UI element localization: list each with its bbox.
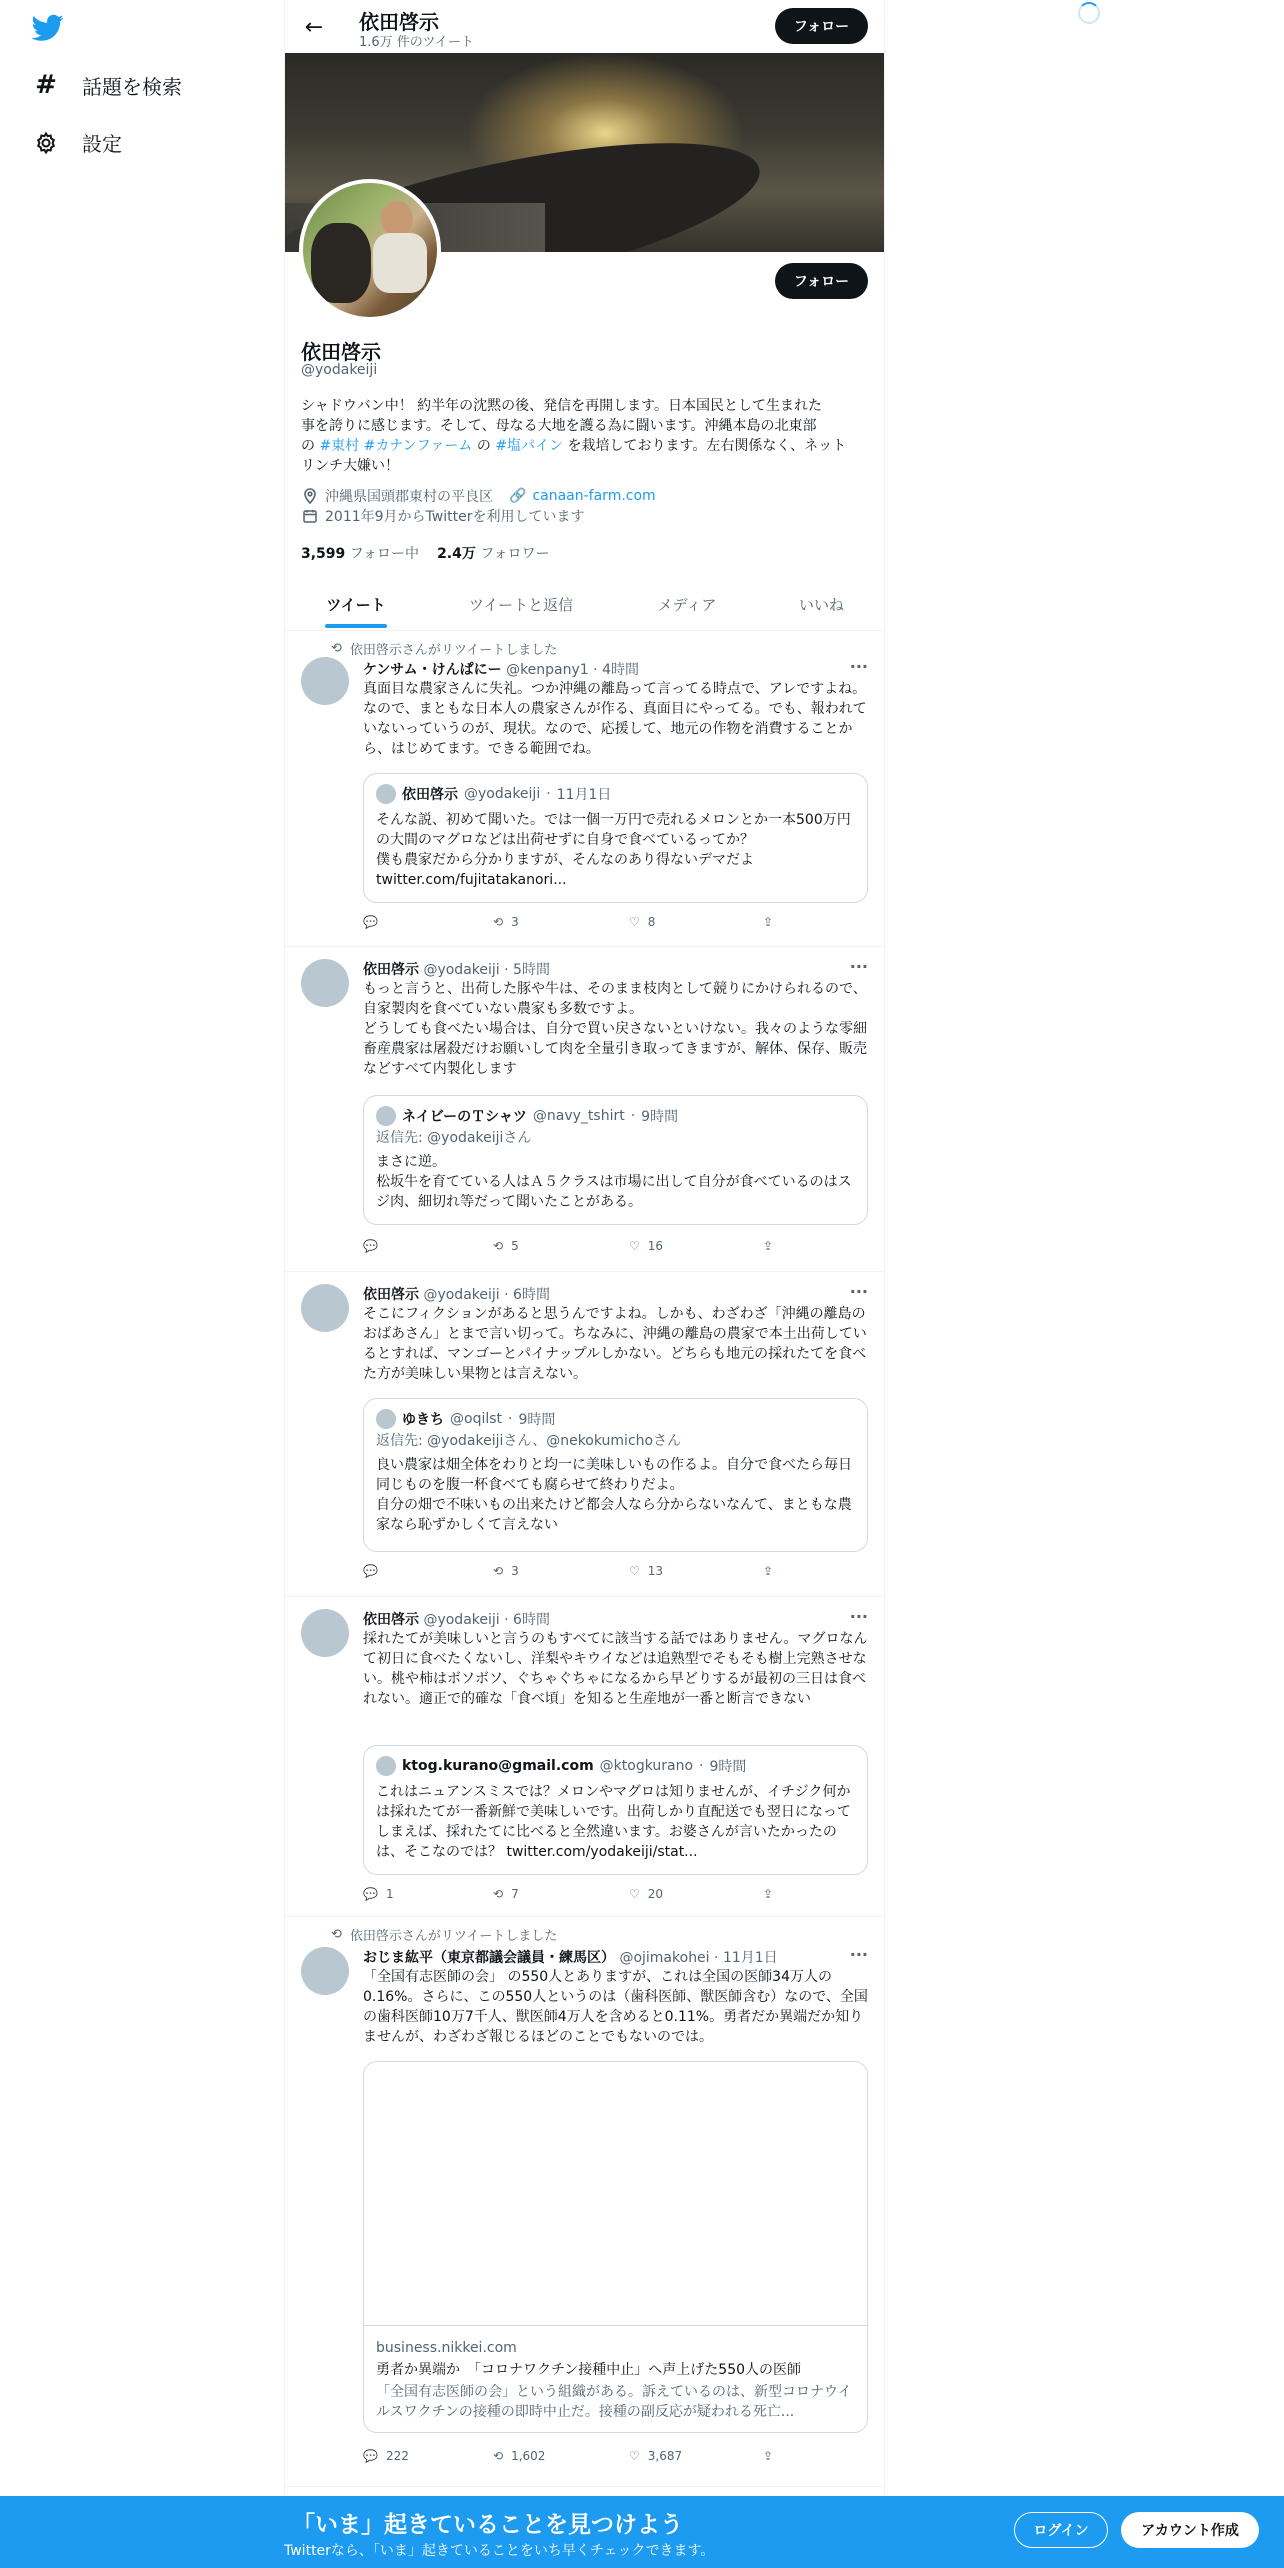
quote-text: これはニュアンスミスでは？メロンやマグロは知りませんが、イチジク何かは採れたてが一番新鮮で美味しいです。出荷しかり直配送でも翌日になってしまえば、採れたてに比べると全然違います。お婆さんが言いたかったのは、そこなのでは？ twitter.com/yodakeiji/stat... bbox=[376, 1784, 851, 1860]
tab-active-indicator bbox=[325, 624, 387, 628]
retweet-count: 7 bbox=[511, 1887, 519, 1901]
share-icon: ⇪ bbox=[763, 1564, 774, 1578]
quote-author-name: 依田啓示 bbox=[402, 787, 458, 803]
author-handle[interactable]: @ojimakohei bbox=[619, 1950, 710, 1966]
quote-reply-to: 返信先: @yodakeijiさん bbox=[376, 1130, 532, 1146]
following-label: フォロー中 bbox=[349, 546, 420, 562]
author-handle[interactable]: @yodakeiji bbox=[423, 962, 500, 978]
reply-count: 222 bbox=[385, 2449, 409, 2463]
tweet-time[interactable]: 5時間 bbox=[513, 962, 550, 978]
more-options-icon[interactable]: ··· bbox=[849, 957, 868, 976]
retweet-label: 依田啓示さんがリツイートしました bbox=[349, 1929, 558, 1944]
reply-icon: 💬 bbox=[363, 2449, 378, 2463]
retweet-label: 依田啓示さんがリツイートしました bbox=[349, 643, 558, 658]
tweet-actions bbox=[363, 1239, 783, 1259]
link-card-description: 「全国有志医師の会」という組織がある。訴えているのは、新型コロナウイルスワクチンの接種の即時中止だ。接種の副反応が疑われる死亡... bbox=[376, 2384, 852, 2420]
profile-joined: 2011年9月からTwitterを利用しています bbox=[325, 509, 585, 525]
followers-number: 2.4万 bbox=[437, 546, 476, 562]
like-button[interactable] bbox=[629, 1887, 663, 1901]
tweet-header: 依田啓示 @yodakeiji · 5時間 bbox=[363, 962, 550, 978]
link-card-title: 勇者か異端か 「コロナワクチン接種中止」へ声上げた550人の医師 bbox=[376, 2362, 802, 2378]
quote-author-name: ネイビーのＴシャツ bbox=[402, 1109, 527, 1125]
more-options-icon[interactable]: ··· bbox=[849, 1607, 868, 1626]
tweet-time[interactable]: 6時間 bbox=[513, 1287, 550, 1303]
retweet-icon: ⟲ bbox=[493, 2449, 504, 2463]
profile-follow-button[interactable]: フォロー bbox=[775, 263, 868, 299]
location-pin-icon bbox=[301, 488, 319, 504]
back-arrow-icon[interactable]: ← bbox=[304, 14, 324, 40]
header-name: 依田啓示 bbox=[359, 10, 439, 34]
sidebar-item-explore[interactable] bbox=[32, 70, 182, 100]
like-count: 16 bbox=[647, 1239, 664, 1253]
profile-bio bbox=[301, 396, 871, 476]
quote-author-handle: @oqilst bbox=[450, 1411, 503, 1427]
retweet-icon: ⟲ bbox=[493, 915, 504, 929]
tweet-text: 「全国有志医師の会」 の550人とありますが、これは全国の医師34万人の0.16%。さらに、この550人というのは（歯科医師、獣医師含む）なので、全国の歯科医師10万7千人、獣医師4万人を含めると0.11%。勇者だか異端だか知りませんが、わざわざ報じるほどのことでもないのでは。 bbox=[363, 1969, 868, 2045]
bio-text: を栽培しております。左右関係なく、ネット bbox=[563, 438, 847, 454]
hashtag-link[interactable]: #東村 bbox=[319, 438, 360, 454]
twitter-logo-icon[interactable] bbox=[32, 14, 64, 42]
quote-author-name: ゆきち bbox=[402, 1412, 444, 1428]
following-number: 3,599 bbox=[301, 546, 346, 562]
quote-header: ktog.kurano@gmail.com @ktogkurano · 9時間 bbox=[376, 1756, 746, 1776]
tweet-text: そこにフィクションがあると思うんですよね。しかも、わざわざ「沖縄の離島のおばあさん」とまで言い切って。ちなみに、沖縄の離島の農家で本土出荷しているとすれば、マンゴーとパイナップルしかない。どちらも地元の採れたてを食べた方が美味しい果物とは言えない。 bbox=[363, 1306, 867, 1382]
share-icon: ⇪ bbox=[763, 915, 774, 929]
avatar bbox=[376, 1106, 396, 1126]
like-button[interactable] bbox=[629, 1564, 663, 1578]
retweet-icon: ⟲ bbox=[493, 1239, 504, 1253]
tweet[interactable] bbox=[285, 631, 884, 947]
retweet-icon: ⟲ bbox=[331, 641, 342, 656]
like-count: 8 bbox=[647, 915, 656, 929]
avatar[interactable] bbox=[301, 1609, 349, 1657]
retweet-indicator bbox=[331, 639, 557, 658]
quote-header: 依田啓示 @yodakeiji · 11月1日 bbox=[376, 784, 611, 804]
heart-icon: ♡ bbox=[629, 2449, 640, 2463]
share-button[interactable] bbox=[763, 1239, 773, 1253]
profile-location: 沖縄県国頭郡東村の平良区 bbox=[325, 489, 493, 505]
retweet-count: 3 bbox=[511, 915, 519, 929]
avatar[interactable] bbox=[301, 657, 349, 705]
reply-icon: 💬 bbox=[363, 915, 378, 929]
link-card[interactable] bbox=[363, 2061, 868, 2433]
tweet-time[interactable]: 11月1日 bbox=[722, 1950, 778, 1966]
tweet-actions bbox=[363, 915, 783, 935]
like-count: 3,687 bbox=[647, 2449, 683, 2463]
banner-title: 「いま」起きていることを見つけよう bbox=[292, 2512, 683, 2538]
follow-stats bbox=[301, 543, 550, 563]
reply-button[interactable] bbox=[363, 2449, 409, 2463]
avatar[interactable] bbox=[301, 959, 349, 1007]
retweet-count: 1,602 bbox=[511, 2449, 546, 2463]
hashtag-link[interactable]: #カナンファーム bbox=[363, 438, 473, 454]
author-name[interactable]: おじま紘平（東京都議会議員・練馬区） bbox=[363, 1950, 615, 1966]
link-card-image bbox=[364, 2062, 867, 2326]
quote-author-handle: @yodakeiji bbox=[464, 786, 541, 802]
profile-name: 依田啓示 bbox=[301, 340, 381, 364]
loading-spinner-icon bbox=[1078, 2, 1100, 24]
tab-likes[interactable] bbox=[759, 578, 884, 630]
reply-icon: 💬 bbox=[363, 1887, 378, 1901]
share-button[interactable] bbox=[763, 1564, 773, 1578]
author-handle[interactable]: @yodakeiji bbox=[423, 1287, 500, 1303]
quote-author-handle: @navy_tshirt bbox=[532, 1108, 625, 1124]
profile-joined-row bbox=[301, 506, 584, 526]
quoted-tweet[interactable] bbox=[363, 1398, 868, 1552]
quote-text: そんな説、初めて聞いた。では一個一万円で売れるメロンとか一本500万円の大間のマグロなどは出荷せずに自身で食べているってか？ 僕も農家だから分かりますが、そんなのあり得ないデマだよ twitter.com/fujitatakanori... bbox=[376, 812, 851, 888]
avatar[interactable] bbox=[301, 1947, 349, 1995]
tweet-time[interactable]: 4時間 bbox=[602, 662, 639, 678]
quote-time: 9時間 bbox=[641, 1109, 679, 1125]
share-button[interactable] bbox=[763, 915, 773, 929]
quote-time: 9時間 bbox=[518, 1412, 556, 1428]
reply-button[interactable] bbox=[363, 1239, 386, 1253]
tweet-actions bbox=[363, 2449, 783, 2469]
share-button[interactable] bbox=[763, 2449, 773, 2463]
share-button[interactable] bbox=[763, 1887, 773, 1901]
quoted-tweet[interactable] bbox=[363, 1745, 868, 1875]
profile-meta bbox=[301, 486, 656, 506]
quote-author-handle: @ktogkurano bbox=[599, 1758, 694, 1774]
bio-text: の bbox=[472, 438, 496, 454]
quote-text: 良い農家は畑全体をわりと均一に美味しいもの作るよ。自分で食べたら毎日同じものを腹一杯食べても腐らせて終わりだよ。 自分の畑で不味いもの出来たけど都会人なら分からないなんて、まともな農家なら恥ずかしくて言えない bbox=[376, 1457, 852, 1533]
tweet-header: おじま紘平（東京都議会議員・練馬区） @ojimakohei · 11月1日 bbox=[363, 1950, 778, 1966]
followers-count[interactable] bbox=[437, 543, 550, 563]
hashtag-icon: # bbox=[35, 70, 57, 100]
heart-icon: ♡ bbox=[629, 1887, 640, 1901]
quote-reply-to: 返信先: @yodakeijiさん、@nekokumichoさん bbox=[376, 1433, 682, 1449]
heart-icon: ♡ bbox=[629, 1239, 640, 1253]
avatar bbox=[376, 1409, 396, 1429]
quote-header: ゆきち @oqilst · 9時間 bbox=[376, 1409, 555, 1429]
quote-time: 9時間 bbox=[709, 1759, 747, 1775]
reply-icon: 💬 bbox=[363, 1239, 378, 1253]
gear-icon bbox=[32, 129, 60, 157]
link-icon: 🔗 bbox=[509, 488, 527, 504]
retweet-indicator bbox=[331, 1925, 557, 1944]
banner-subtitle: Twitterなら、「いま」起きていることをいち早くチェックできます。 bbox=[284, 2543, 715, 2559]
tweet[interactable] bbox=[285, 947, 884, 1272]
tweet-header: ケンサム・けんぱにー @kenpany1 · 4時間 bbox=[363, 662, 639, 678]
reply-button[interactable] bbox=[363, 1887, 394, 1901]
avatar bbox=[376, 1756, 396, 1776]
avatar bbox=[376, 784, 396, 804]
tweet-count: 1.6万 件のツイート bbox=[359, 35, 474, 50]
quote-header: ネイビーのＴシャツ @navy_tshirt · 9時間 bbox=[376, 1106, 678, 1126]
tab-tweets[interactable] bbox=[285, 578, 427, 630]
author-name[interactable]: 依田啓示 bbox=[363, 1612, 419, 1628]
tab-label: ツイートと返信 bbox=[468, 595, 574, 614]
bio-line bbox=[301, 436, 871, 456]
share-icon: ⇪ bbox=[763, 1239, 774, 1253]
reply-button[interactable] bbox=[363, 915, 386, 929]
more-options-icon[interactable]: ··· bbox=[849, 657, 868, 676]
tab-label: ツイート bbox=[326, 595, 386, 614]
hashtag-link[interactable]: #塩パイン bbox=[495, 438, 564, 454]
tweet-time[interactable]: 6時間 bbox=[513, 1612, 550, 1628]
sidebar-item-settings[interactable] bbox=[32, 128, 122, 157]
tab-label: いいね bbox=[798, 595, 844, 614]
retweet-icon: ⟲ bbox=[493, 1887, 504, 1901]
retweet-button[interactable] bbox=[493, 1239, 519, 1253]
signup-banner bbox=[0, 2496, 1284, 2568]
more-options-icon[interactable]: ··· bbox=[849, 1282, 868, 1301]
bio-line: シャドウバン中！ 約半年の沈黙の後、発信を再開します。日本国民として生まれた bbox=[301, 398, 823, 414]
retweet-button[interactable] bbox=[493, 2449, 545, 2463]
like-button[interactable] bbox=[629, 2449, 682, 2463]
retweet-button[interactable] bbox=[493, 915, 519, 929]
like-count: 20 bbox=[647, 1887, 664, 1901]
tweet-actions bbox=[363, 1887, 783, 1907]
tab-label: メディア bbox=[657, 595, 717, 614]
header-follow-button[interactable]: フォロー bbox=[775, 8, 868, 44]
quoted-tweet[interactable] bbox=[363, 773, 868, 903]
following-count[interactable] bbox=[301, 543, 419, 563]
tweet[interactable] bbox=[285, 1272, 884, 1597]
tweet-text: もっと言うと、出荷した豚や牛は、そのまま枝肉として競りにかけられるので、自家製肉を食べていない農家も多数ですよ。 どうしても食べたい場合は、自分で買い戻さないといけない。我々のような零細畜産農家は屠殺だけお願いして肉を全量引き取ってきますが、解体、保存、販売などすべて内製化します bbox=[363, 981, 867, 1077]
calendar-icon bbox=[301, 509, 319, 523]
sidebar-item-label: 話題を検索 bbox=[82, 74, 182, 99]
tweet-text: 採れたてが美味しいと言うのもすべてに該当する話ではありません。マグロなんて初日に食べたくないし、洋梨やキウイなどは追熟型でそもそも樹上完熟させない。桃や柿はボソボソ、ぐちゃぐちゃになるから早どりするが最初の三日は食べれない。適正で的確な「食べ頃」を知ると生産地が一番と断言できない bbox=[363, 1631, 868, 1707]
reply-count: 1 bbox=[385, 1887, 394, 1901]
profile-handle: @yodakeiji bbox=[301, 362, 378, 378]
like-button[interactable] bbox=[629, 915, 655, 929]
link-card-domain: business.nikkei.com bbox=[376, 2340, 517, 2356]
more-options-icon[interactable]: ··· bbox=[849, 1945, 868, 1964]
signup-button[interactable]: アカウント作成 bbox=[1121, 2512, 1259, 2548]
bio-line: 事を誇りに感じます。そして、母なる大地を護る為に闘います。沖縄本島の北東部 bbox=[301, 418, 817, 434]
retweet-button[interactable] bbox=[493, 1564, 519, 1578]
heart-icon: ♡ bbox=[629, 1564, 640, 1578]
quote-author-name: ktog.kurano@gmail.com bbox=[402, 1758, 594, 1774]
quoted-tweet[interactable] bbox=[363, 1095, 868, 1225]
retweet-button[interactable] bbox=[493, 1887, 519, 1901]
retweet-icon: ⟲ bbox=[331, 1927, 342, 1942]
share-icon: ⇪ bbox=[763, 1887, 774, 1901]
login-button[interactable]: ログイン bbox=[1014, 2512, 1108, 2548]
share-icon: ⇪ bbox=[763, 2449, 774, 2463]
profile-header-bar bbox=[285, 0, 884, 53]
reply-button[interactable] bbox=[363, 1564, 386, 1578]
tweet[interactable] bbox=[285, 1597, 884, 1917]
like-count: 13 bbox=[647, 1564, 664, 1578]
retweet-icon: ⟲ bbox=[493, 1564, 504, 1578]
tweet-header: 依田啓示 @yodakeiji · 6時間 bbox=[363, 1612, 550, 1628]
tweet-actions bbox=[363, 1564, 783, 1584]
quote-time: 11月1日 bbox=[556, 787, 612, 803]
avatar[interactable] bbox=[301, 1284, 349, 1332]
followers-label: フォロワー bbox=[480, 546, 550, 562]
profile-avatar[interactable] bbox=[299, 179, 441, 321]
tab-media[interactable] bbox=[615, 578, 759, 630]
sidebar-item-label: 設定 bbox=[82, 132, 122, 156]
author-name[interactable]: 依田啓示 bbox=[363, 962, 419, 978]
author-handle[interactable]: @kenpany1 bbox=[506, 662, 589, 678]
retweet-count: 3 bbox=[511, 1564, 519, 1578]
author-name[interactable]: ケンサム・けんぱにー bbox=[363, 662, 502, 678]
like-button[interactable] bbox=[629, 1239, 663, 1253]
tab-tweets-replies[interactable] bbox=[427, 578, 615, 630]
tweet-text: 真面目な農家さんに失礼。つか沖縄の離島って言ってる時点で、アレですよね。なので、まともな日本人の農家さんが作る、真面目にやってる。でも、報われていないっていうのが、現状。なので、応援して、地元の作物を消費することから、はじめてます。できる範囲でね。 bbox=[363, 681, 867, 757]
author-handle[interactable]: @yodakeiji bbox=[423, 1612, 500, 1628]
tweet-header: 依田啓示 @yodakeiji · 6時間 bbox=[363, 1287, 550, 1303]
bio-text: の bbox=[301, 438, 320, 454]
author-name[interactable]: 依田啓示 bbox=[363, 1287, 419, 1303]
main-column bbox=[284, 0, 885, 2496]
bio-line: リンチ大嫌い！ bbox=[301, 458, 399, 474]
retweet-count: 5 bbox=[511, 1239, 519, 1253]
tweet[interactable] bbox=[285, 1917, 884, 2487]
profile-website[interactable]: canaan-farm.com bbox=[532, 488, 656, 504]
quote-text: まさに逆。 松坂牛を育てている人はＡ５クラスは市場に出して自分が食べているのはスジ肉、細切れ等だって聞いたことがある。 bbox=[376, 1154, 852, 1210]
reply-icon: 💬 bbox=[363, 1564, 378, 1578]
heart-icon: ♡ bbox=[629, 915, 640, 929]
